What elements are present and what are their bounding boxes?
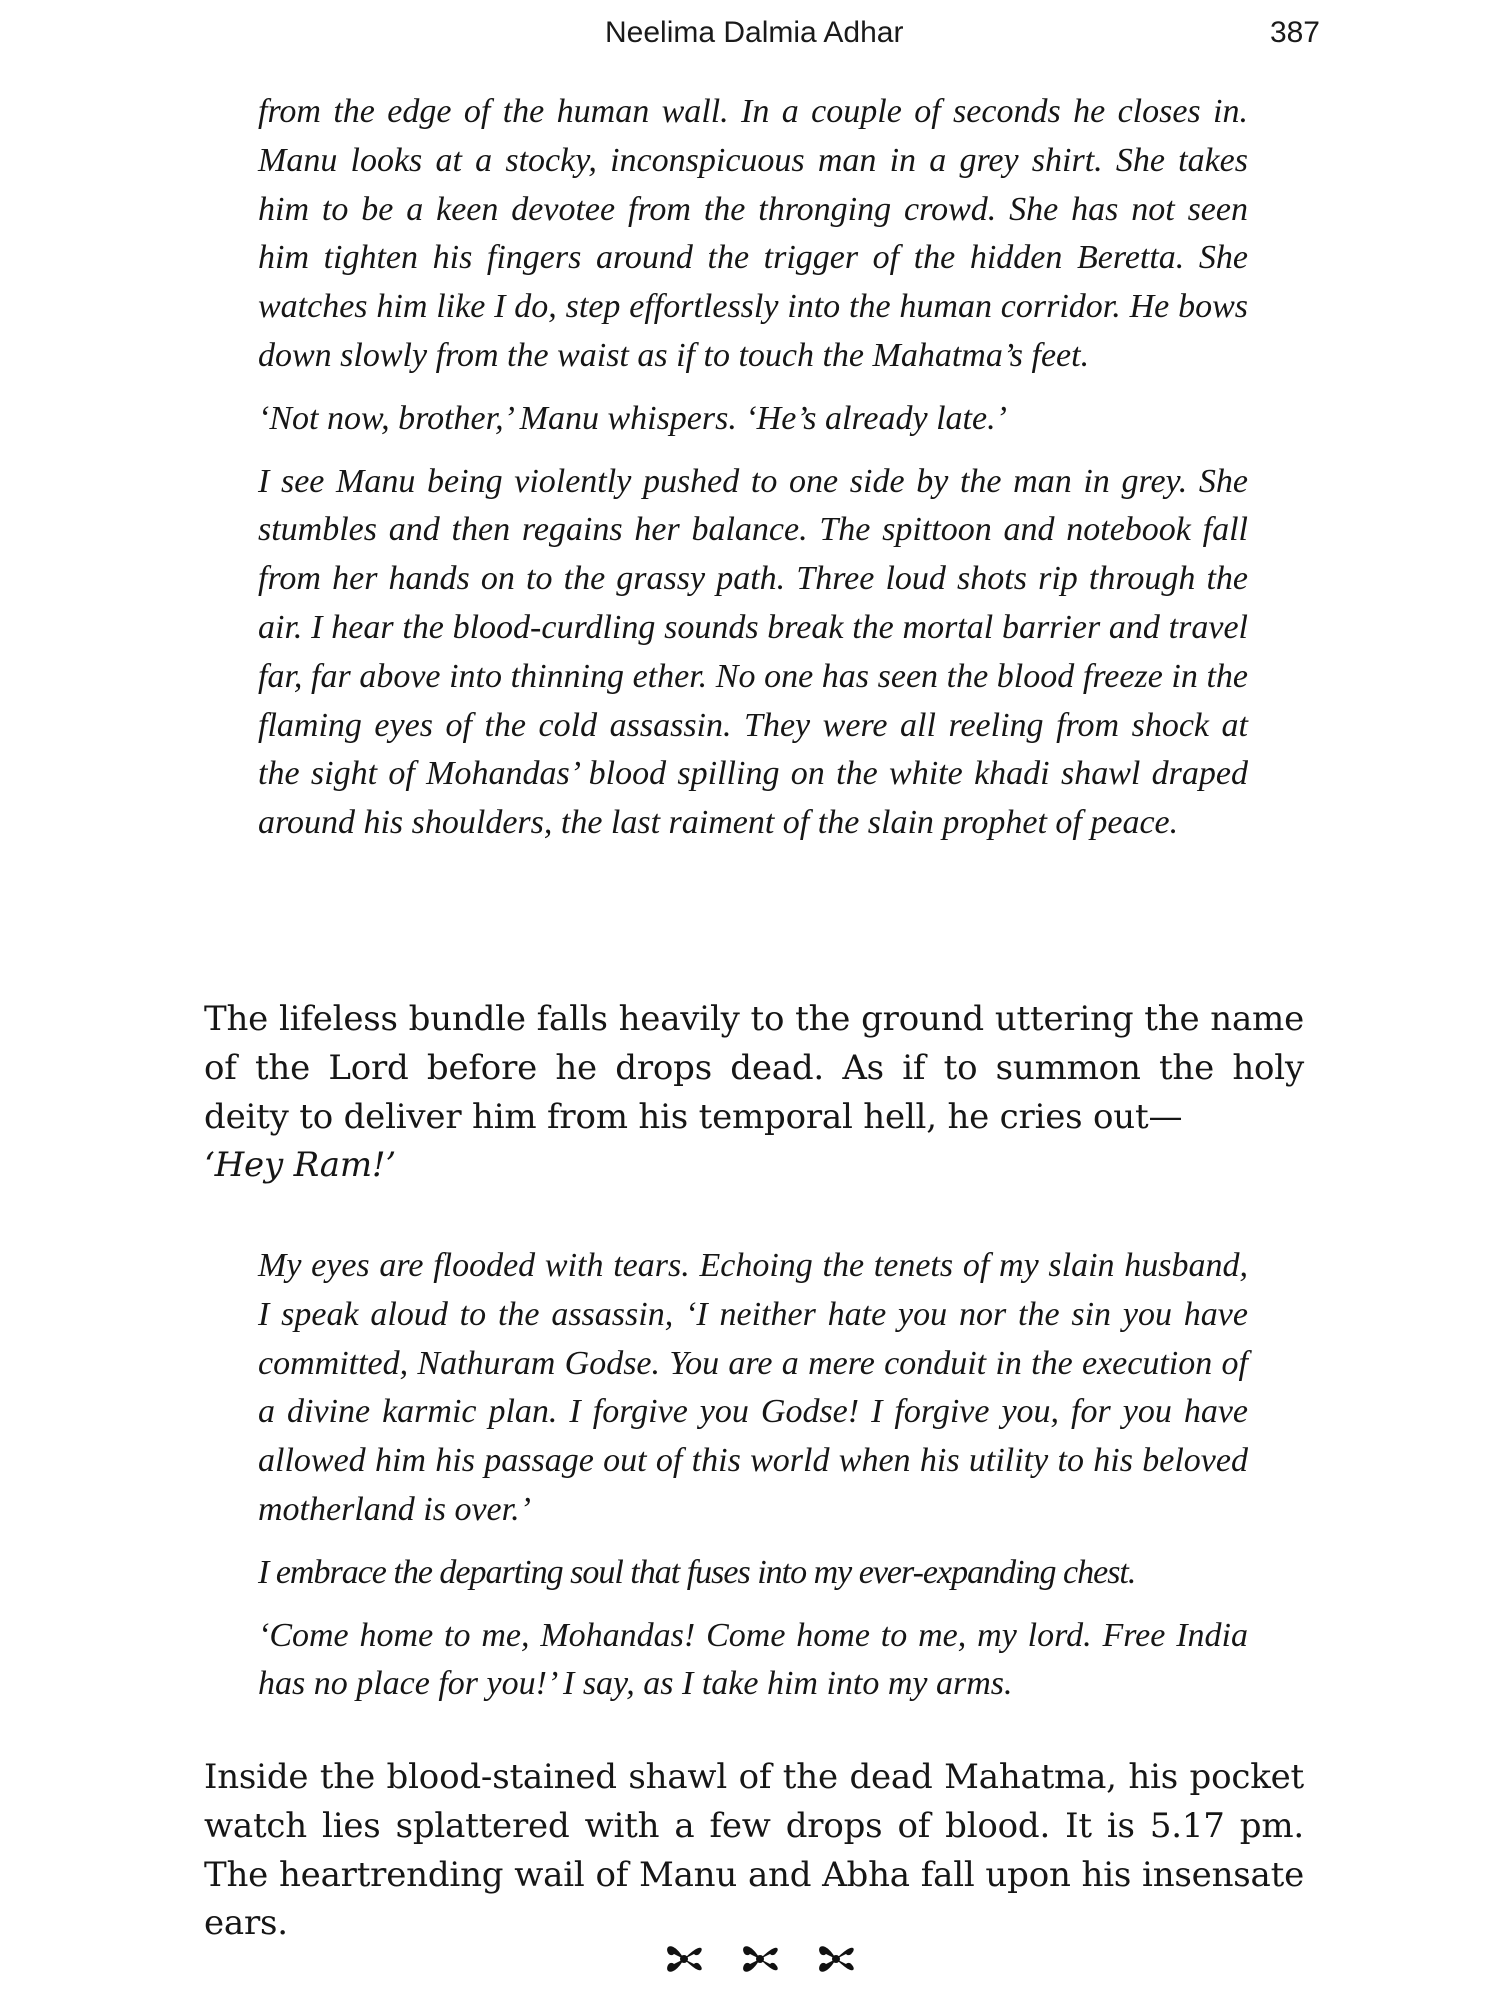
prose-paragraph-1 — [204, 995, 1304, 1190]
italic-paragraph: ‘Come home to me, Mohandas! Come home to me, my lord. Free India has no place for you!’ I say, as I take him into my arms. — [258, 1616, 1248, 1703]
hey-ram-text: ‘Hey Ram!’ — [204, 1145, 396, 1186]
prose-text: The lifeless bundle falls heavily to the ground uttering the name of the Lord before he drops dead. As if to summon the holy deity to deliver him from his temporal hell, he cries out— — [204, 999, 1304, 1137]
italic-passage-2 — [258, 1242, 1248, 1709]
fleuron-icon — [660, 1935, 708, 1983]
section-break-ornaments — [660, 1935, 860, 1985]
running-head-author: Neelima Dalmia Adhar — [605, 16, 904, 49]
italic-paragraph: I see Manu being violently pushed to one side by the man in grey. She stumbles and then regains her balance. The spittoon and notebook fall from her hands on to the grassy path. Three loud shots rip through the air. I hear the blood-curdling sounds break the mortal barrier and travel far, far above into thinning ether. No one has seen the blood freeze in the flaming eyes of the cold assassin. They were all reeling from shock at the sight of Mohandas’ blood spilling on the white khadi shawl draped around his shoulders, the last raiment of the slain prophet of peace. — [258, 462, 1248, 842]
prose-paragraph-2 — [204, 1753, 1304, 1948]
italic-paragraph: ‘Not now, brother,’ Manu whispers. ‘He’s already late.’ — [258, 399, 1007, 437]
fleuron-icon — [736, 1935, 784, 1983]
italic-paragraph: My eyes are flooded with tears. Echoing the tenets of my slain husband, I speak aloud to the assassin, ‘I neither hate you nor the sin you have committed, Nathuram Godse. You are a mere conduit in the execution of a divine karmic plan. I forgive you Godse! I forgive you, for you have allowed him his passage out of this world when his utility to his beloved motherland is over.’ — [258, 1247, 1248, 1528]
italic-passage-1 — [258, 88, 1248, 848]
running-head — [0, 14, 1500, 64]
page-number: 387 — [1269, 16, 1320, 49]
italic-paragraph: from the edge of the human wall. In a couple of seconds he closes in. Manu looks at a stocky, inconspicuous man in a grey shirt. She takes him to be a keen devotee from the thronging crowd. She has not seen him tighten his fingers around the trigger of the hidden Beretta. She watches him like I do, step effortlessly into the human corridor. He bows down slowly from the waist as if to touch the Mahatma’s feet. — [258, 93, 1248, 374]
italic-paragraph: I embrace the departing soul that fuses into my ever-expanding chest. — [258, 1553, 1136, 1591]
prose-text: Inside the blood-stained shawl of the dead Mahatma, his pocket watch lies splattered with a few drops of blood. It is 5.17 pm. The heartrending wail of Manu and Abha fall upon his insensate ears. — [204, 1757, 1304, 1944]
hey-ram-line — [204, 1141, 1304, 1190]
fleuron-icon — [812, 1935, 860, 1983]
